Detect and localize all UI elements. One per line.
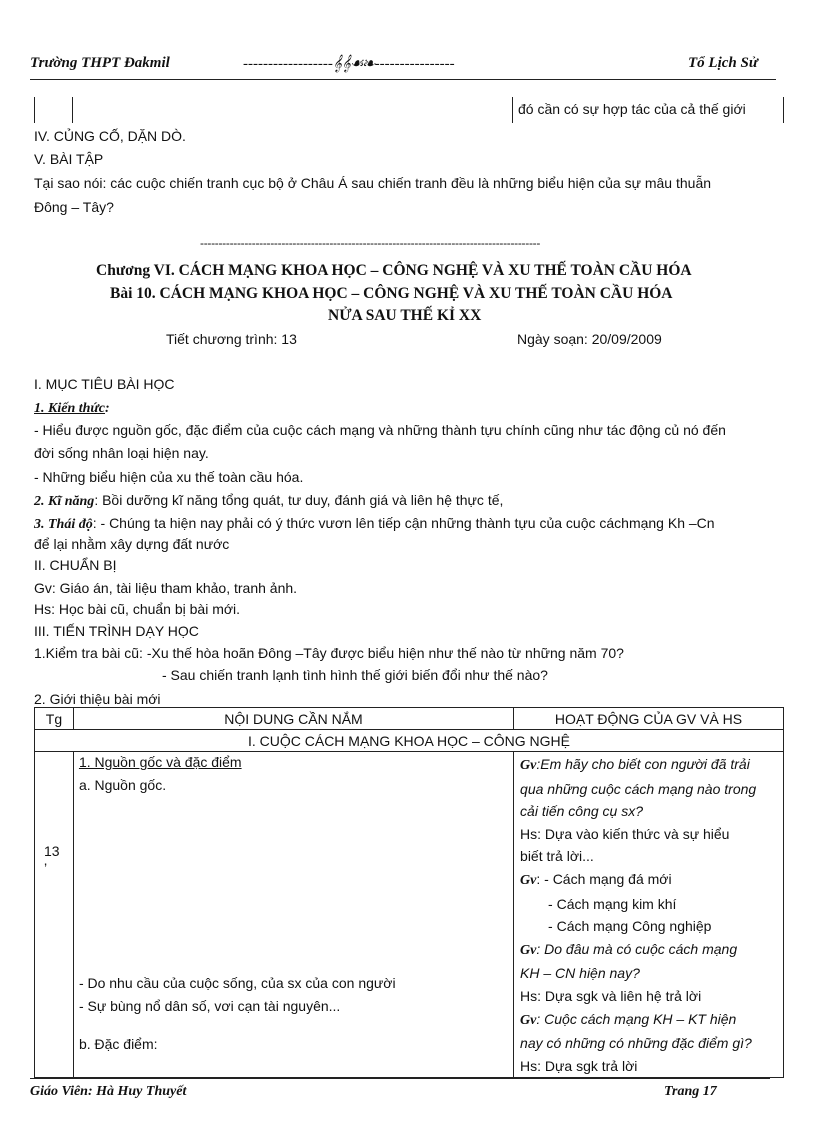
- chapter-title: Chương VI. CÁCH MẠNG KHOA HỌC – CÔNG NGHỆ VÀ XU THẾ TOÀN CẦU HÓA: [96, 262, 692, 279]
- attitude-item: 3. Thái độ: - Chúng ta hiện nay phải có ý thức vươn lên tiếp cận những thành tựu của cuộc cáchmạng Kh –Cn: [34, 515, 715, 532]
- header-ornament: ------------------𝄞𝄞☙❧----------------: [243, 56, 455, 72]
- time-mark: ’: [44, 860, 48, 876]
- activity-line: - Cách mạng kim khí: [548, 895, 677, 912]
- period-number: Tiết chương trình: 13: [166, 331, 297, 347]
- activity-line: cải tiến công cụ sx?: [520, 803, 643, 820]
- exercise-question-line1: Tại sao nói: các cuộc chiến tranh cục bộ ở Châu Á sau chiến tranh đều là những biểu hiện của sự mâu thuẫn: [34, 175, 712, 191]
- new-lesson-intro: 2. Giới thiệu bài mới: [34, 691, 161, 707]
- previous-table-fragment: [34, 97, 784, 123]
- prepare-teacher: Gv: Giáo án, tài liệu tham khảo, tranh ảnh.: [34, 580, 298, 596]
- activity-line: nay có những có những đặc điểm gì?: [520, 1035, 752, 1052]
- section-iv-title: IV. CỦNG CỐ, DẶN DÒ.: [34, 128, 186, 144]
- skill-item: 2. Kĩ năng: Bồi dưỡng kĩ năng tổng quát, tư duy, đánh giá và liên hệ thực tế,: [34, 492, 504, 509]
- objectives-title: I. MỤC TIÊU BÀI HỌC: [34, 376, 175, 392]
- column-header-activity: HOẠT ĐỘNG CỦA GV VÀ HS: [514, 708, 784, 730]
- prepare-student: Hs: Học bài cũ, chuẩn bị bài mới.: [34, 601, 241, 617]
- exercise-question-line2: Đông – Tây?: [34, 199, 114, 215]
- knowledge-point-1a: - Hiểu được nguồn gốc, đặc điểm của cuộc cách mạng và những thành tựu chính cũng như tác động củ nó đến: [34, 422, 726, 438]
- department-name: Tổ Lịch Sử: [688, 55, 758, 71]
- section-v-title: V. BÀI TẬP: [34, 151, 104, 167]
- content-origin-point-1: - Do nhu cầu của cuộc sống, của sx của con người: [78, 975, 396, 991]
- activity-cell: [514, 752, 784, 1078]
- old-lesson-check-2: - Sau chiến tranh lạnh tình hình thế giới biến đổi như thế nào?: [162, 667, 548, 683]
- footer-page-number: Trang 17: [664, 1084, 717, 1099]
- activity-line: biết trả lời...: [520, 848, 594, 865]
- old-lesson-check-1: 1.Kiểm tra bài cũ: -Xu thế hòa hoãn Đông –Tây được biểu hiện như thế nào từ những năm 70?: [34, 645, 624, 661]
- content-characteristics: b. Đặc điểm:: [78, 1036, 158, 1052]
- table-cell-text: đó cần có sự hợp tác của cả thế giới: [518, 101, 746, 117]
- footer-teacher: Giáo Viên: Hà Huy Thuyết: [30, 1084, 187, 1099]
- activity-line: Hs: Dựa sgk và liên hệ trả lời: [520, 987, 702, 1004]
- activity-line: qua những cuộc cách mạng nào trong: [520, 780, 757, 797]
- content-cell: [73, 752, 513, 1078]
- activity-line: Gv: - Cách mạng đá mới: [520, 870, 672, 888]
- activity-line: KH – CN hiện nay?: [520, 965, 640, 982]
- header-rule: [30, 79, 776, 80]
- preparation-date: Ngày soạn: 20/09/2009: [517, 331, 662, 347]
- activity-line: - Cách mạng Công nghiệp: [548, 918, 712, 935]
- knowledge-point-2: - Những biểu hiện của xu thế toàn cầu hóa.: [34, 469, 304, 485]
- activity-line: Hs: Dựa vào kiến thức và sự hiểu: [520, 825, 730, 842]
- table-section-heading: I. CUỘC CÁCH MẠNG KHOA HỌC – CÔNG NGHỆ: [35, 730, 784, 752]
- footer-rule: [30, 1078, 770, 1079]
- attitude-item-continued: để lại nhằm xây dựng đất nước: [34, 536, 230, 552]
- prepare-title: II. CHUẨN BỊ: [34, 557, 117, 573]
- column-header-content: NỘI DUNG CẦN NẮM: [73, 708, 513, 730]
- school-name: Trường THPT Đakmil: [30, 55, 170, 71]
- knowledge-point-1b: đời sống nhân loại hiện nay.: [34, 445, 209, 461]
- activity-line: Hs: Dựa sgk trả lời: [520, 1057, 638, 1074]
- process-title: III. TIẾN TRÌNH DẠY HỌC: [34, 623, 199, 639]
- knowledge-heading: 1. Kiến thức:: [34, 401, 110, 416]
- lesson-subtitle: NỬA SAU THẾ KỈ XX: [328, 307, 482, 324]
- content-origin-point-2: - Sự bùng nổ dân số, vơi cạn tài nguyên...: [78, 998, 341, 1014]
- column-header-time: Tg: [35, 708, 74, 730]
- lesson-table: [34, 707, 784, 1078]
- activity-line: Gv:Em hãy cho biết con người đã trải: [520, 756, 750, 773]
- lesson-title: Bài 10. CÁCH MẠNG KHOA HỌC – CÔNG NGHỆ VÀ XU THẾ TOÀN CẦU HÓA: [110, 285, 673, 302]
- activity-line: Gv: Cuộc cách mạng KH – KT hiện: [520, 1010, 737, 1028]
- time-cell: [35, 752, 74, 1078]
- content-heading-origin: 1. Nguồn gốc và đặc điểm: [78, 754, 242, 770]
- time-value: 13: [44, 843, 60, 859]
- activity-line: Gv: Do đâu mà có cuộc cách mạng: [520, 940, 738, 958]
- section-divider: --------------------------------------------------------------------------------------------: [200, 236, 541, 250]
- content-origin: a. Nguồn gốc.: [78, 777, 167, 793]
